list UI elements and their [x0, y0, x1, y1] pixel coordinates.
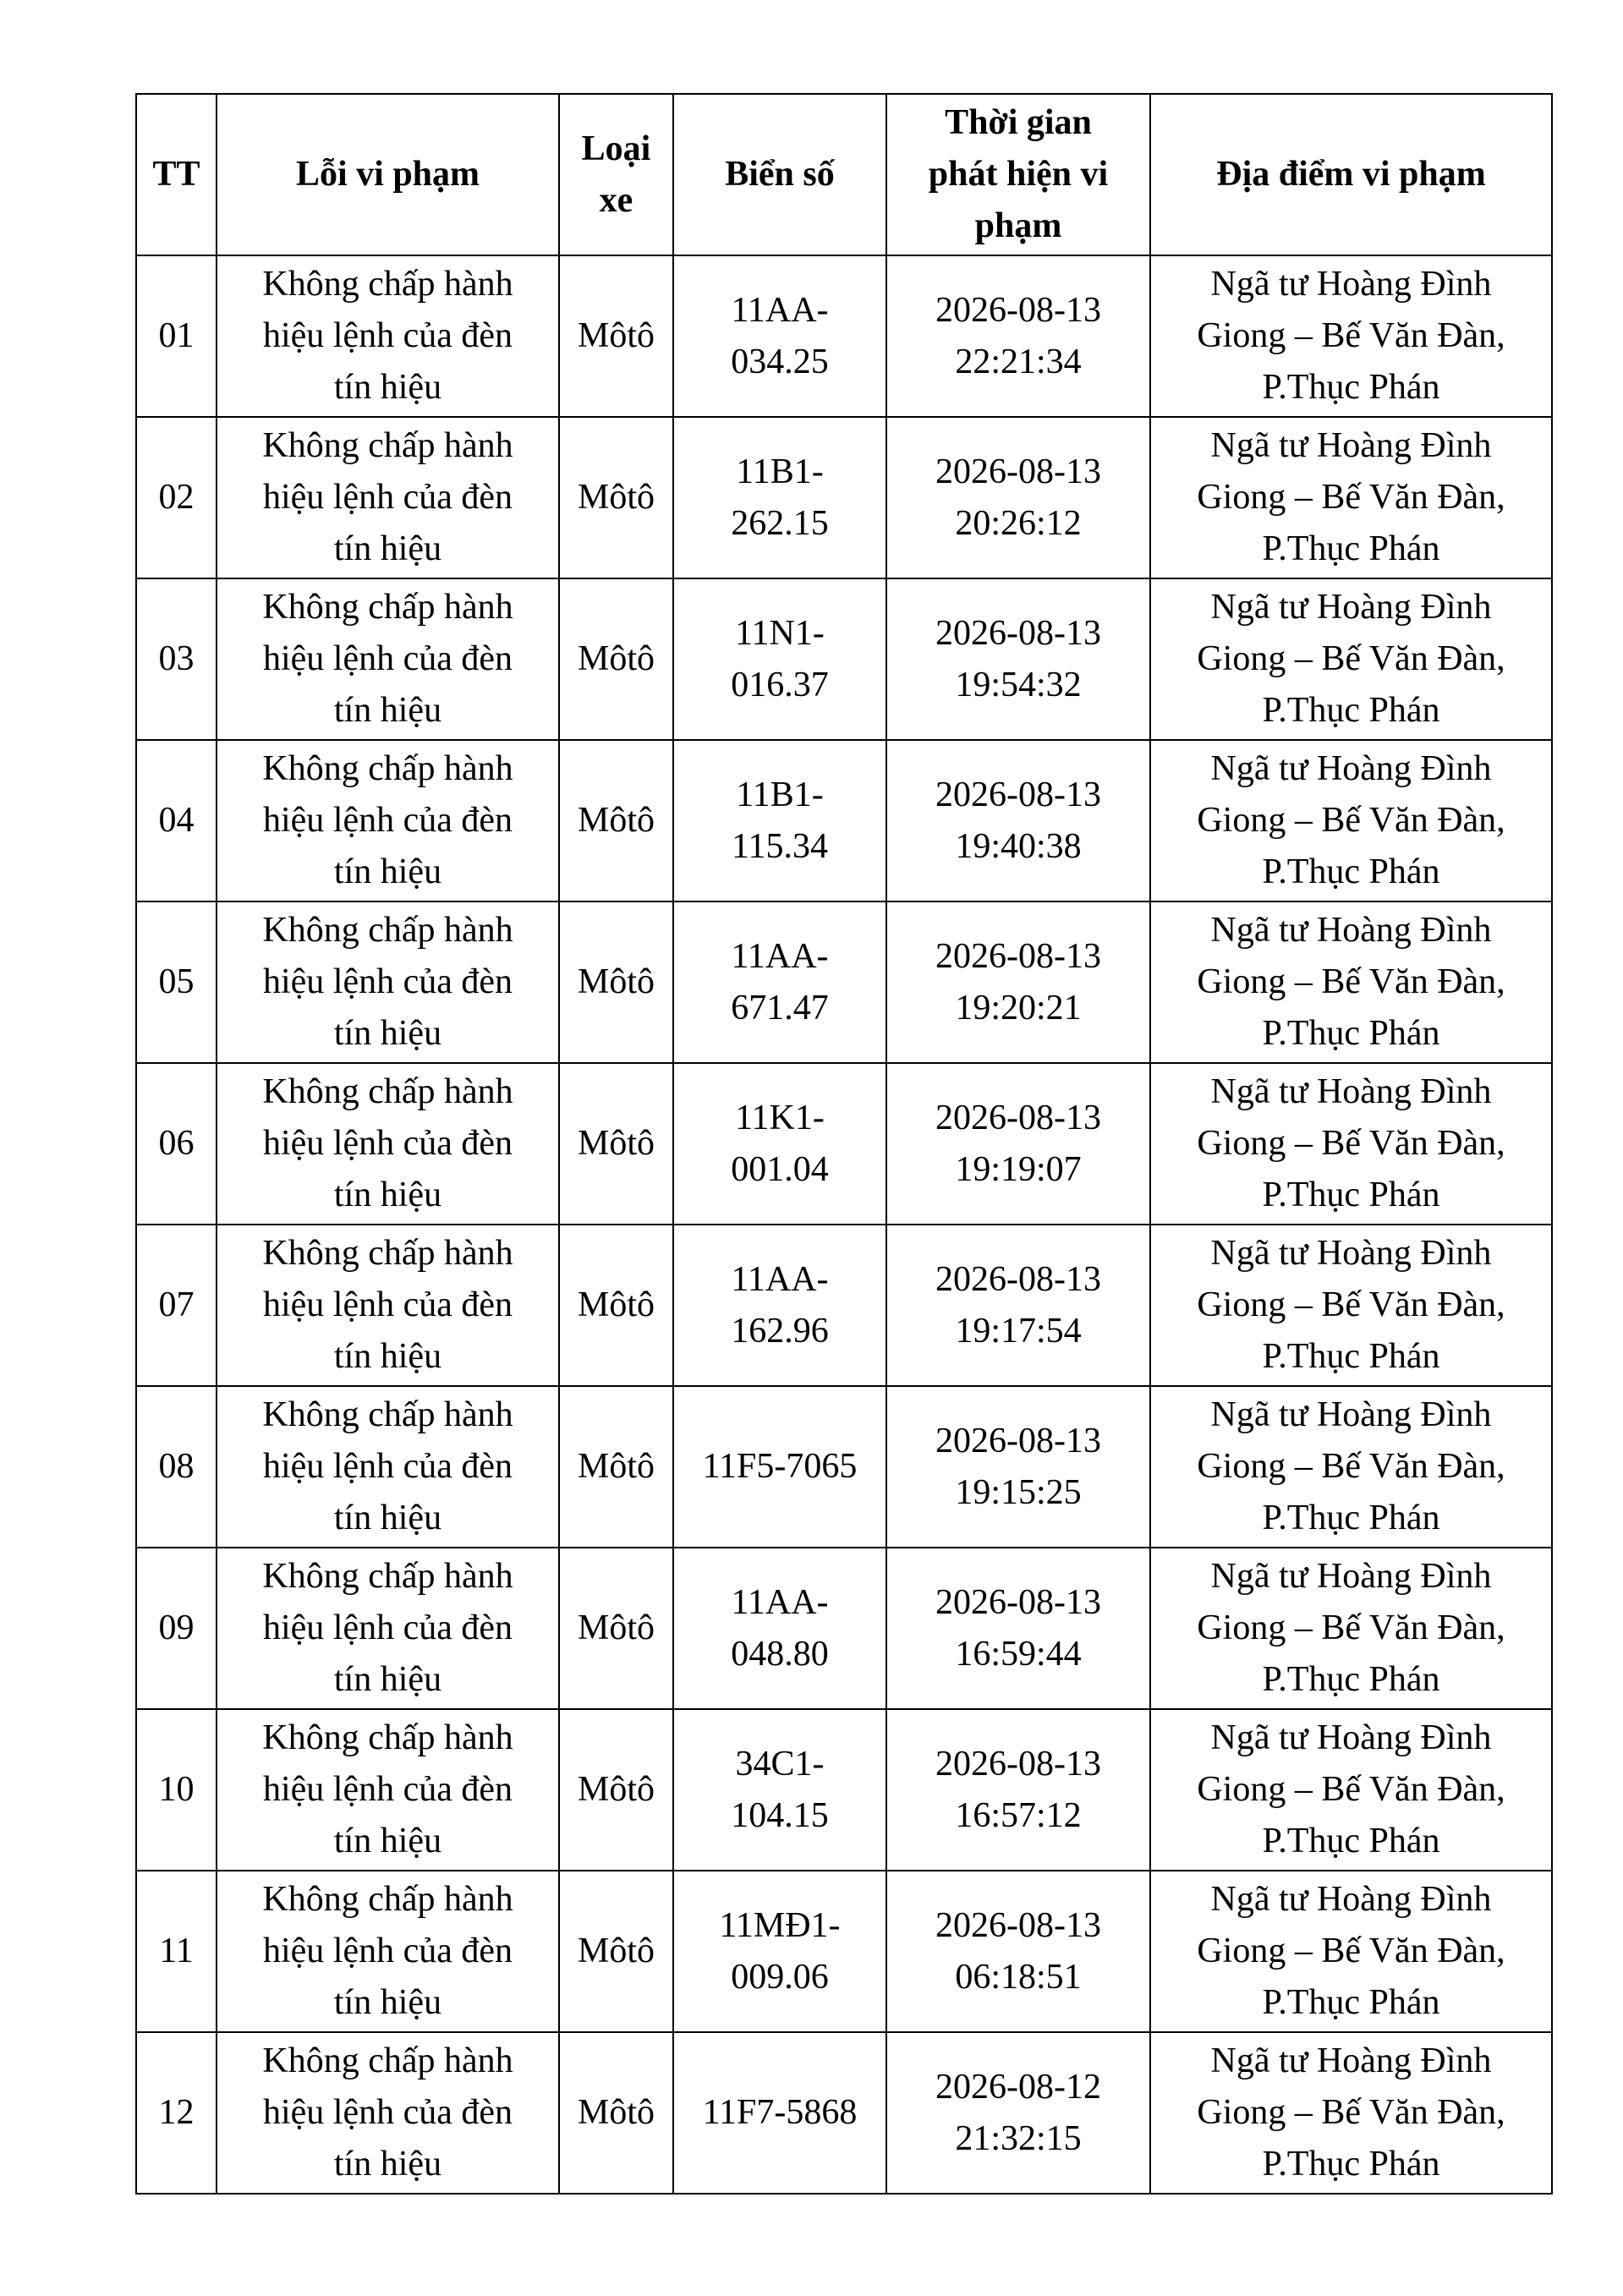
- table-row: [136, 1871, 1552, 2032]
- cell-loai-xe: Môtô: [559, 1871, 673, 2032]
- cell-tt: 12: [136, 2032, 217, 2194]
- cell-thoi-gian: 2026-08-13 19:20:21: [886, 901, 1150, 1063]
- cell-bien-so: 11AA- 034.25: [673, 255, 886, 417]
- cell-tt: 04: [136, 740, 217, 901]
- cell-loi-vi-pham: Không chấp hành hiệu lệnh của đèn tín hiệu: [217, 417, 559, 578]
- header-loai-xe: Loại xe: [559, 94, 673, 255]
- header-bien-so: Biển số: [673, 94, 886, 255]
- cell-loai-xe: Môtô: [559, 901, 673, 1063]
- cell-bien-so: 11AA- 162.96: [673, 1225, 886, 1386]
- cell-loai-xe: Môtô: [559, 1225, 673, 1386]
- header-thoi-gian: Thời gian phát hiện vi phạm: [886, 94, 1150, 255]
- cell-thoi-gian: 2026-08-13 19:19:07: [886, 1063, 1150, 1225]
- cell-loi-vi-pham: Không chấp hành hiệu lệnh của đèn tín hiệu: [217, 1063, 559, 1225]
- table-row: [136, 1386, 1552, 1548]
- cell-loi-vi-pham: Không chấp hành hiệu lệnh của đèn tín hiệu: [217, 1386, 559, 1548]
- cell-tt: 11: [136, 1871, 217, 2032]
- cell-bien-so: 11MĐ1- 009.06: [673, 1871, 886, 2032]
- table-row: [136, 1548, 1552, 1709]
- cell-loai-xe: Môtô: [559, 740, 673, 901]
- cell-bien-so: 11B1- 262.15: [673, 417, 886, 578]
- cell-thoi-gian: 2026-08-13 19:40:38: [886, 740, 1150, 901]
- cell-thoi-gian: 2026-08-12 21:32:15: [886, 2032, 1150, 2194]
- cell-thoi-gian: 2026-08-13 19:15:25: [886, 1386, 1150, 1548]
- table-body: [136, 255, 1552, 2194]
- cell-thoi-gian: 2026-08-13 16:57:12: [886, 1709, 1150, 1871]
- cell-tt: 10: [136, 1709, 217, 1871]
- cell-dia-diem: Ngã tư Hoàng Đình Giong – Bế Văn Đàn, P.Thục Phán: [1150, 1709, 1552, 1871]
- cell-bien-so: 11AA- 048.80: [673, 1548, 886, 1709]
- violations-table: [135, 93, 1553, 2195]
- cell-dia-diem: Ngã tư Hoàng Đình Giong – Bế Văn Đàn, P.Thục Phán: [1150, 1386, 1552, 1548]
- table-header: [136, 94, 1552, 255]
- cell-loai-xe: Môtô: [559, 578, 673, 740]
- cell-loi-vi-pham: Không chấp hành hiệu lệnh của đèn tín hiệu: [217, 2032, 559, 2194]
- cell-loi-vi-pham: Không chấp hành hiệu lệnh của đèn tín hiệu: [217, 740, 559, 901]
- cell-dia-diem: Ngã tư Hoàng Đình Giong – Bế Văn Đàn, P.Thục Phán: [1150, 578, 1552, 740]
- cell-dia-diem: Ngã tư Hoàng Đình Giong – Bế Văn Đàn, P.Thục Phán: [1150, 1063, 1552, 1225]
- cell-bien-so: 11F7-5868: [673, 2032, 886, 2194]
- cell-loi-vi-pham: Không chấp hành hiệu lệnh của đèn tín hiệu: [217, 1548, 559, 1709]
- header-tt: TT: [136, 94, 217, 255]
- cell-tt: 05: [136, 901, 217, 1063]
- table-row: [136, 901, 1552, 1063]
- cell-bien-so: 11B1- 115.34: [673, 740, 886, 901]
- table-row: [136, 578, 1552, 740]
- cell-bien-so: 11N1- 016.37: [673, 578, 886, 740]
- cell-bien-so: 11AA- 671.47: [673, 901, 886, 1063]
- table-row: [136, 2032, 1552, 2194]
- cell-loai-xe: Môtô: [559, 1386, 673, 1548]
- cell-loi-vi-pham: Không chấp hành hiệu lệnh của đèn tín hiệu: [217, 901, 559, 1063]
- cell-tt: 09: [136, 1548, 217, 1709]
- table-row: [136, 1063, 1552, 1225]
- cell-dia-diem: Ngã tư Hoàng Đình Giong – Bế Văn Đàn, P.Thục Phán: [1150, 1871, 1552, 2032]
- table-row: [136, 417, 1552, 578]
- cell-loai-xe: Môtô: [559, 2032, 673, 2194]
- cell-loai-xe: Môtô: [559, 1548, 673, 1709]
- cell-dia-diem: Ngã tư Hoàng Đình Giong – Bế Văn Đàn, P.Thục Phán: [1150, 1225, 1552, 1386]
- cell-tt: 03: [136, 578, 217, 740]
- cell-thoi-gian: 2026-08-13 20:26:12: [886, 417, 1150, 578]
- cell-loai-xe: Môtô: [559, 255, 673, 417]
- cell-bien-so: 34C1- 104.15: [673, 1709, 886, 1871]
- cell-bien-so: 11K1- 001.04: [673, 1063, 886, 1225]
- table-row: [136, 740, 1552, 901]
- cell-dia-diem: Ngã tư Hoàng Đình Giong – Bế Văn Đàn, P.Thục Phán: [1150, 901, 1552, 1063]
- cell-thoi-gian: 2026-08-13 06:18:51: [886, 1871, 1150, 2032]
- cell-loai-xe: Môtô: [559, 417, 673, 578]
- cell-loai-xe: Môtô: [559, 1709, 673, 1871]
- table-row: [136, 1225, 1552, 1386]
- cell-loai-xe: Môtô: [559, 1063, 673, 1225]
- cell-tt: 08: [136, 1386, 217, 1548]
- cell-dia-diem: Ngã tư Hoàng Đình Giong – Bế Văn Đàn, P.Thục Phán: [1150, 255, 1552, 417]
- cell-loi-vi-pham: Không chấp hành hiệu lệnh của đèn tín hiệu: [217, 1225, 559, 1386]
- cell-tt: 06: [136, 1063, 217, 1225]
- cell-loi-vi-pham: Không chấp hành hiệu lệnh của đèn tín hiệu: [217, 1871, 559, 2032]
- header-row: [136, 94, 1552, 255]
- header-loi-vi-pham: Lỗi vi phạm: [217, 94, 559, 255]
- cell-loi-vi-pham: Không chấp hành hiệu lệnh của đèn tín hiệu: [217, 255, 559, 417]
- cell-loi-vi-pham: Không chấp hành hiệu lệnh của đèn tín hiệu: [217, 578, 559, 740]
- cell-tt: 07: [136, 1225, 217, 1386]
- cell-dia-diem: Ngã tư Hoàng Đình Giong – Bế Văn Đàn, P.Thục Phán: [1150, 740, 1552, 901]
- cell-tt: 02: [136, 417, 217, 578]
- cell-thoi-gian: 2026-08-13 16:59:44: [886, 1548, 1150, 1709]
- table-row: [136, 1709, 1552, 1871]
- cell-tt: 01: [136, 255, 217, 417]
- table-row: [136, 255, 1552, 417]
- cell-bien-so: 11F5-7065: [673, 1386, 886, 1548]
- cell-thoi-gian: 2026-08-13 19:54:32: [886, 578, 1150, 740]
- header-dia-diem: Địa điểm vi phạm: [1150, 94, 1552, 255]
- cell-loi-vi-pham: Không chấp hành hiệu lệnh của đèn tín hiệu: [217, 1709, 559, 1871]
- cell-thoi-gian: 2026-08-13 22:21:34: [886, 255, 1150, 417]
- cell-dia-diem: Ngã tư Hoàng Đình Giong – Bế Văn Đàn, P.Thục Phán: [1150, 417, 1552, 578]
- cell-dia-diem: Ngã tư Hoàng Đình Giong – Bế Văn Đàn, P.Thục Phán: [1150, 2032, 1552, 2194]
- cell-thoi-gian: 2026-08-13 19:17:54: [886, 1225, 1150, 1386]
- cell-dia-diem: Ngã tư Hoàng Đình Giong – Bế Văn Đàn, P.Thục Phán: [1150, 1548, 1552, 1709]
